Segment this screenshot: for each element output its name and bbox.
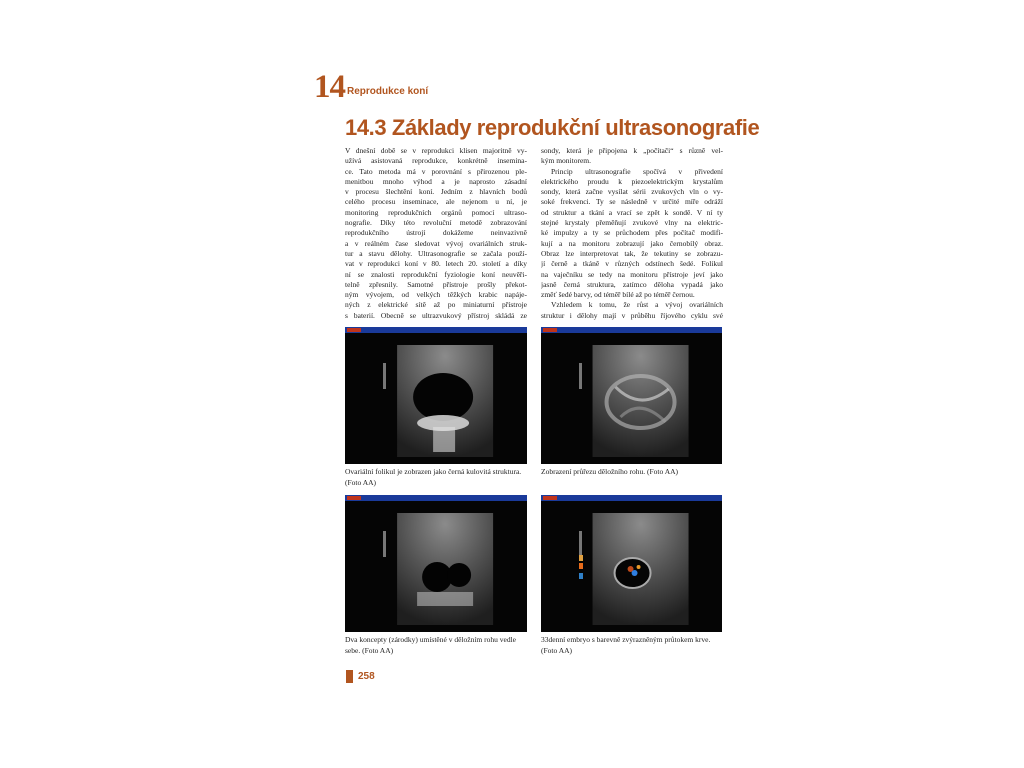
body-text-left-column — [345, 146, 527, 321]
text-line: s baterií. Obecně se ultrazvukový přístroj skládá ze — [345, 310, 527, 320]
text-line: elektrického proudu k piezoelektrickým krystalům — [541, 176, 723, 186]
text-line: nografie. Díky této revoluční metodě zobrazování — [345, 218, 527, 228]
ultrasound-scan-area — [541, 327, 722, 464]
text-line: ným vývojem, od velkých těžkých krabic napáje- — [345, 290, 527, 300]
text-line: kým monitorem. — [541, 156, 591, 166]
text-line: Vzhledem k tomu, že růst a vývoj ovariálních — [551, 300, 723, 310]
text-line: užívá asistovaná reprodukce, konkrétně insemina- — [345, 156, 527, 166]
page-number-marker — [346, 670, 353, 683]
text-line: Princip ultrasonografie spočívá v přivedení — [551, 166, 723, 176]
text-line: stejné krystaly přeměňují zvukové vlny na elektric- — [541, 218, 723, 228]
text-line: struktur i dělohy mají v průběhu říjového cyklu své — [541, 310, 723, 320]
ultrasound-image-doppler — [541, 495, 722, 632]
ultrasound-image-uterus — [541, 327, 722, 464]
figure-caption: Dva koncepty (zárodky) umístěné v děložním rohu vedle sebe. (Foto AA) — [345, 635, 516, 655]
ultrasound-scan-area — [345, 495, 527, 632]
ultrasound-image-conceptus — [345, 495, 527, 632]
text-line: Obraz lze interpretovat tak, že tekutiny se zobrazu- — [541, 248, 723, 258]
text-line: tur a stavu dělohy. Ultrasonografie se začala použí- — [345, 248, 527, 258]
page-number: 258 — [358, 671, 375, 682]
figure-caption: 33denní embryo s barevně zvýrazněným průtokem krve. (Foto AA) — [541, 635, 711, 655]
ultrasound-image-follicle — [345, 327, 527, 464]
text-line: vat v reprodukci koní v 80. letech 20. století a díky — [345, 259, 527, 269]
text-line: ké impulzy a ty se průchodem přes počítač modifi- — [541, 228, 723, 238]
figure-caption: Ovariální folikul je zobrazen jako černá kulovitá struktura. (Foto AA) — [345, 467, 522, 487]
text-line: jí černě a tkáně v různých odstínech šedé. Folikul — [541, 259, 723, 269]
text-line: sondy, která začne vysílat sérii zvukových vln o vy- — [541, 187, 723, 197]
chapter-title: Reprodukce koní — [347, 86, 429, 97]
text-line: jasně černá struktura, zatímco děloha vypadá jako — [541, 279, 723, 289]
text-line: v procesu šlechtění koní. Jedním z hlavních bodů — [345, 187, 527, 197]
text-line: kují a na monitoru zobrazují jako černobílý obraz. — [541, 238, 723, 248]
text-line: menitbou mnoho výhod a je naprosto zásadní — [345, 176, 527, 186]
text-line: ných z elektrické sítě až po miniaturní přístroje — [345, 300, 527, 310]
text-line: a v reálném čase sledovat vývoj ovariálních struk- — [345, 238, 527, 248]
chapter-number: 14 — [314, 69, 345, 105]
text-line: sondy, která je připojena k „počítači“ s různě vel- — [541, 146, 723, 155]
text-line: na vaječníku se tedy na monitoru přístroje jeví jako — [541, 269, 723, 279]
text-line: monitoring reprodukčních orgánů pomocí ultraso- — [345, 207, 527, 217]
ultrasound-scan-area — [345, 327, 527, 464]
ultrasound-scan-area — [541, 495, 722, 632]
section-title: 14.3 Základy reprodukční ultrasonografie — [345, 115, 760, 140]
text-line: změť šedé barvy, od téměř bílé až po téměř černou. — [541, 290, 695, 300]
text-line: ní se znalosti reprodukční fyziologie koní neuvěři- — [345, 269, 527, 279]
text-line: celého procesu inseminace, ale nejenom u ní, je — [345, 197, 527, 207]
text-line: soké frekvenci. Ty se následně v určité míře odráží — [541, 197, 723, 207]
body-text-right-column — [541, 146, 723, 321]
text-line: V dnešní době se v reprodukci klisen majoritně vy- — [345, 146, 527, 155]
text-line: telně zpřesnily. Samotné přístroje prošly překot- — [345, 279, 527, 289]
figure-caption: Zobrazení průřezu děložního rohu. (Foto AA) — [541, 467, 679, 476]
text-line: ce. Tato metoda má v porovnání s přirozenou ple- — [345, 166, 527, 176]
text-line: od struktur a tkání a vrací se zpět k sondě. V ní ty — [541, 207, 723, 217]
text-line: reprodukčního ústrojí dokážeme neinvazivně — [345, 228, 527, 238]
